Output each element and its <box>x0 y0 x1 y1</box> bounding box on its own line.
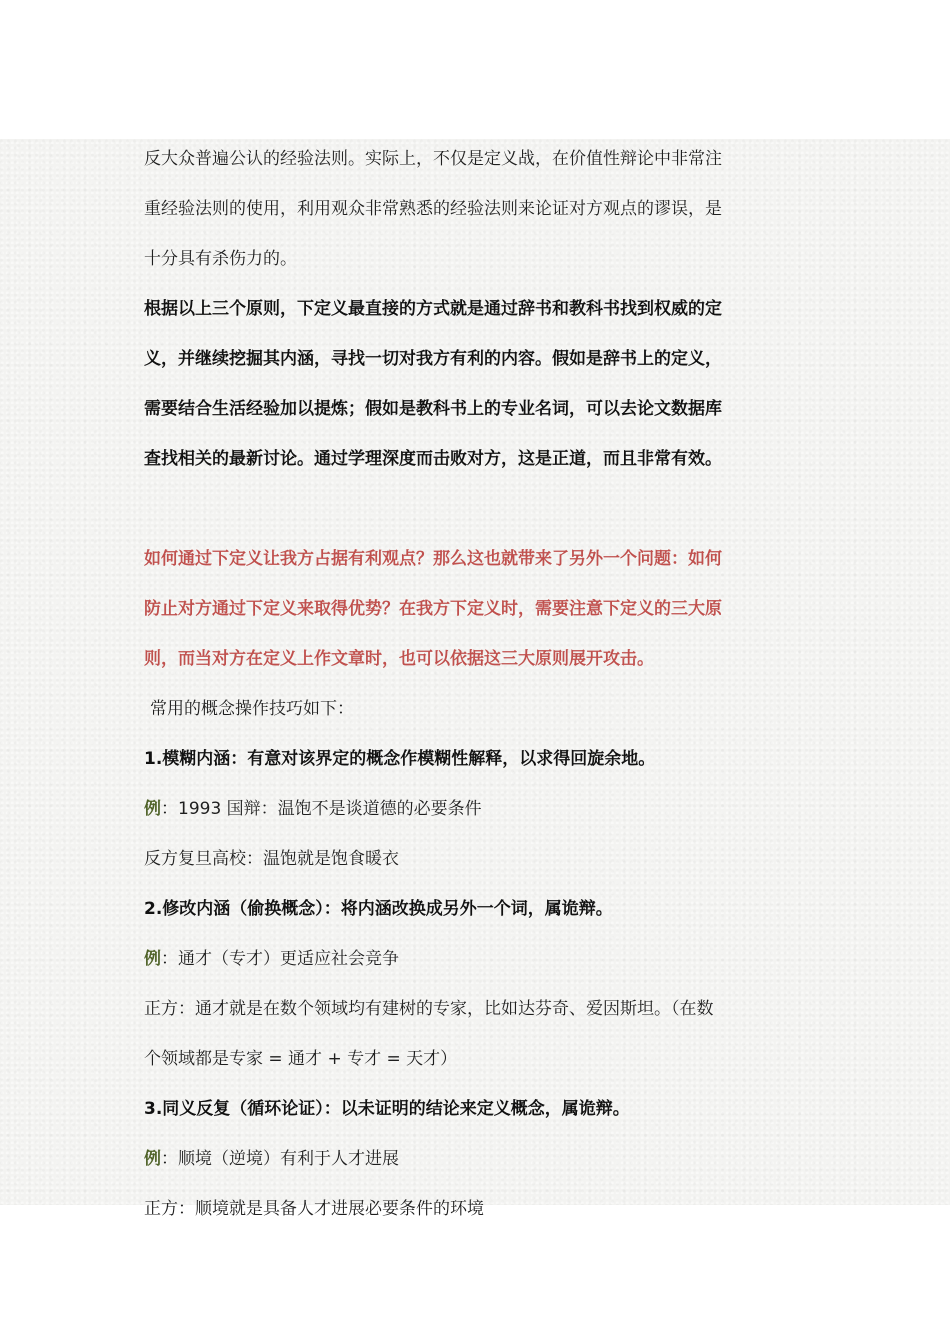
example-label: 例 <box>144 1149 161 1169</box>
intro-line-3: 十分具有杀伤力的。 <box>144 249 297 269</box>
intro-line-2: 重经验法则的使用，利用观众非常熟悉的经验法则来论证对方观点的谬误，是 <box>144 199 722 219</box>
techniques-intro: 常用的概念操作技巧如下： <box>150 699 354 719</box>
technique-1-detail: 反方复旦高校：温饱就是饱食暖衣 <box>144 849 399 869</box>
technique-2-example <box>144 950 804 1000</box>
example-text: ：通才（专才）更适应社会竞争 <box>161 949 399 969</box>
technique-2-detail-1: 正方：通才就是在数个领域均有建树的专家，比如达芬奇、爱因斯坦。（在数 <box>144 999 714 1019</box>
technique-2-detail-2: 个领域都是专家 = 通才 + 专才 = 天才） <box>144 1049 458 1069</box>
bold-line-2: 义，并继续挖掘其内涵，寻找一切对我方有利的内容。假如是辞书上的定义， <box>144 349 722 369</box>
technique-1-heading: 1.模糊内涵：有意对该界定的概念作模糊性解释，以求得回旋余地。 <box>144 749 656 769</box>
technique-3-example <box>144 1150 804 1200</box>
red-line-2: 防止对方通过下定义来取得优势？在我方下定义时，需要注意下定义的三大原 <box>144 599 722 619</box>
bold-line-4: 查找相关的最新讨论。通过学理深度而击败对方，这是正道，而且非常有效。 <box>144 449 722 469</box>
example-label: 例 <box>144 799 161 819</box>
technique-3-heading: 3.同义反复（循环论证）：以未证明的结论来定义概念，属诡辩。 <box>144 1099 630 1119</box>
technique-2-heading: 2.修改内涵（偷换概念）：将内涵改换成另外一个词，属诡辩。 <box>144 899 613 919</box>
example-text: ：顺境（逆境）有利于人才进展 <box>161 1149 399 1169</box>
intro-line-1: 反大众普遍公认的经验法则。实际上，不仅是定义战，在价值性辩论中非常注 <box>144 149 722 169</box>
technique-3-detail: 正方：顺境就是具备人才进展必要条件的环境 <box>144 1199 484 1219</box>
bold-line-3: 需要结合生活经验加以提炼；假如是教科书上的专业名词，可以去论文数据库 <box>144 399 722 419</box>
document-body <box>144 150 804 1250</box>
example-label: 例 <box>144 949 161 969</box>
technique-1-example <box>144 800 804 850</box>
bold-line-1: 根据以上三个原则，下定义最直接的方式就是通过辞书和教科书找到权威的定 <box>144 299 722 319</box>
red-line-1: 如何通过下定义让我方占据有利观点？那么这也就带来了另外一个问题：如何 <box>144 549 722 569</box>
paragraph-gap <box>144 500 804 550</box>
example-text: ：1993 国辩：温饱不是谈道德的必要条件 <box>161 799 482 819</box>
red-line-3: 则，而当对方在定义上作文章时，也可以依据这三大原则展开攻击。 <box>144 649 654 669</box>
